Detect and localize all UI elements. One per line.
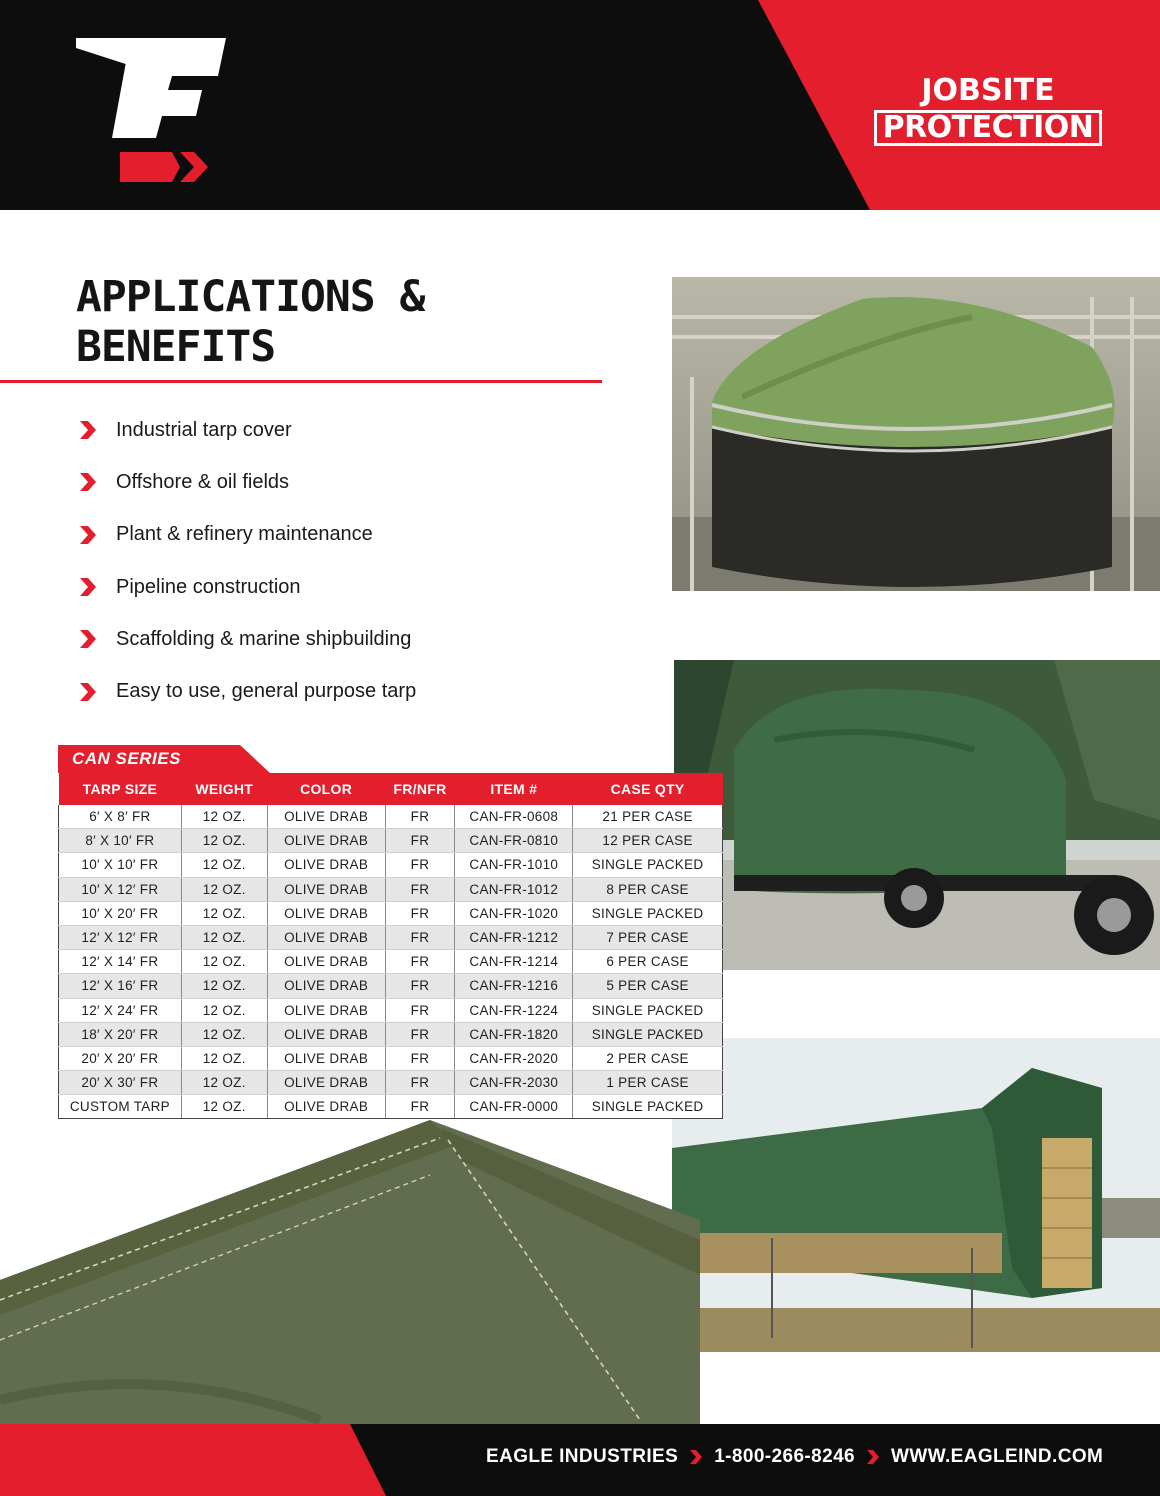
table-cell: FR xyxy=(385,877,455,901)
badge-line-2: PROTECTION xyxy=(874,110,1103,146)
table-cell: OLIVE DRAB xyxy=(267,877,385,901)
table-cell: 21 PER CASE xyxy=(573,805,723,829)
table-cell: 6 PER CASE xyxy=(573,950,723,974)
benefits-list xyxy=(78,404,638,718)
benefit-label: Industrial tarp cover xyxy=(116,418,292,441)
tarp-covered-storage-tank-photo xyxy=(672,277,1160,591)
benefit-item xyxy=(78,665,638,717)
tarp-covered-hay-bales-photo xyxy=(672,1038,1160,1352)
chevron-right-icon xyxy=(688,1449,704,1465)
product-table xyxy=(58,773,723,1119)
table-cell: OLIVE DRAB xyxy=(267,1071,385,1095)
title-line-2: BENEFITS xyxy=(76,322,276,372)
table-row xyxy=(59,950,723,974)
table-cell: 12 OZ. xyxy=(181,1022,267,1046)
table-cell: FR xyxy=(385,901,455,925)
page-header xyxy=(0,0,1160,210)
table-cell: FR xyxy=(385,974,455,998)
table-row xyxy=(59,901,723,925)
footer-red-wedge xyxy=(0,1424,400,1496)
chevron-right-icon xyxy=(78,682,98,702)
table-row xyxy=(59,853,723,877)
table-cell: 12 OZ. xyxy=(181,1046,267,1070)
benefit-item xyxy=(78,404,638,456)
table-cell: 8′ X 10′ FR xyxy=(59,829,182,853)
table-cell: FR xyxy=(385,1071,455,1095)
table-cell: 12 OZ. xyxy=(181,853,267,877)
title-divider xyxy=(0,380,602,383)
benefit-label: Plant & refinery maintenance xyxy=(116,523,373,546)
table-cell: 12′ X 24′ FR xyxy=(59,998,182,1022)
footer-contact xyxy=(486,1446,1103,1468)
table-cell: 10′ X 20′ FR xyxy=(59,901,182,925)
table-cell: FR xyxy=(385,1046,455,1070)
table-cell: 7 PER CASE xyxy=(573,925,723,949)
column-header: TARP SIZE xyxy=(59,773,182,805)
table-row xyxy=(59,1095,723,1119)
table-cell: CAN-FR-1020 xyxy=(455,901,573,925)
benefit-item xyxy=(78,561,638,613)
table-row xyxy=(59,1046,723,1070)
table-cell: OLIVE DRAB xyxy=(267,925,385,949)
table-body xyxy=(59,805,723,1119)
table-cell: FR xyxy=(385,805,455,829)
table-cell: 18′ X 20′ FR xyxy=(59,1022,182,1046)
table-cell: 12 OZ. xyxy=(181,998,267,1022)
table-cell: 12 OZ. xyxy=(181,1071,267,1095)
table-cell: 6′ X 8′ FR xyxy=(59,805,182,829)
table-cell: OLIVE DRAB xyxy=(267,1022,385,1046)
table-row xyxy=(59,805,723,829)
table-cell: CAN-FR-1214 xyxy=(455,950,573,974)
table-cell: 12′ X 16′ FR xyxy=(59,974,182,998)
table-row xyxy=(59,1022,723,1046)
footer-phone: 1-800-266-8246 xyxy=(714,1446,856,1467)
table-cell: OLIVE DRAB xyxy=(267,805,385,829)
table-cell: FR xyxy=(385,998,455,1022)
table-cell: 12 OZ. xyxy=(181,950,267,974)
table-cell: OLIVE DRAB xyxy=(267,853,385,877)
table-cell: 12 PER CASE xyxy=(573,829,723,853)
table-cell: SINGLE PACKED xyxy=(573,998,723,1022)
table-header-row xyxy=(59,773,723,805)
table-cell: OLIVE DRAB xyxy=(267,1095,385,1119)
table-cell: OLIVE DRAB xyxy=(267,1046,385,1070)
table-cell: 12′ X 14′ FR xyxy=(59,950,182,974)
table-row xyxy=(59,877,723,901)
table-cell: SINGLE PACKED xyxy=(573,1095,723,1119)
table-cell: 12 OZ. xyxy=(181,925,267,949)
table-row xyxy=(59,974,723,998)
can-series-table-section xyxy=(58,745,723,1119)
title-line-1: APPLICATIONS & xyxy=(76,272,425,322)
table-cell: 8 PER CASE xyxy=(573,877,723,901)
table-row xyxy=(59,1071,723,1095)
eagle-e-logo-icon xyxy=(76,38,226,184)
table-cell: OLIVE DRAB xyxy=(267,950,385,974)
table-cell: 12 OZ. xyxy=(181,805,267,829)
chevron-right-icon xyxy=(78,525,98,545)
table-cell: 10′ X 12′ FR xyxy=(59,877,182,901)
table-row xyxy=(59,925,723,949)
table-cell: CAN-FR-0608 xyxy=(455,805,573,829)
table-cell: 12 OZ. xyxy=(181,877,267,901)
table-cell: CAN-FR-0810 xyxy=(455,829,573,853)
table-cell: CAN-FR-1216 xyxy=(455,974,573,998)
chevron-right-icon xyxy=(78,472,98,492)
series-tab xyxy=(58,745,723,773)
series-label: CAN SERIES xyxy=(72,749,181,768)
table-cell: CAN-FR-2020 xyxy=(455,1046,573,1070)
column-header: ITEM # xyxy=(455,773,573,805)
table-cell: 12′ X 12′ FR xyxy=(59,925,182,949)
table-cell: 5 PER CASE xyxy=(573,974,723,998)
footer-company: EAGLE INDUSTRIES xyxy=(486,1446,679,1467)
tarp-covered-trailer-photo xyxy=(674,660,1160,970)
table-cell: 12 OZ. xyxy=(181,901,267,925)
table-cell: CAN-FR-1224 xyxy=(455,998,573,1022)
table-cell: FR xyxy=(385,925,455,949)
table-cell: SINGLE PACKED xyxy=(573,853,723,877)
benefit-label: Scaffolding & marine shipbuilding xyxy=(116,627,412,650)
table-cell: 1 PER CASE xyxy=(573,1071,723,1095)
table-cell: FR xyxy=(385,950,455,974)
table-cell: 20′ X 30′ FR xyxy=(59,1071,182,1095)
table-cell: OLIVE DRAB xyxy=(267,974,385,998)
badge-line-1: JOBSITE xyxy=(921,73,1055,108)
table-cell: SINGLE PACKED xyxy=(573,901,723,925)
column-header: FR/NFR xyxy=(385,773,455,805)
benefit-item xyxy=(78,509,638,561)
table-cell: 10′ X 10′ FR xyxy=(59,853,182,877)
table-cell: CUSTOM TARP xyxy=(59,1095,182,1119)
table-cell: FR xyxy=(385,829,455,853)
chevron-right-icon xyxy=(78,577,98,597)
footer-website[interactable]: WWW.EAGLEIND.COM xyxy=(891,1446,1104,1467)
page-title xyxy=(76,272,596,372)
jobsite-protection-badge xyxy=(870,74,1106,146)
table-cell: CAN-FR-1820 xyxy=(455,1022,573,1046)
benefit-item xyxy=(78,613,638,665)
table-cell: CAN-FR-0000 xyxy=(455,1095,573,1119)
benefit-label: Easy to use, general purpose tarp xyxy=(116,680,417,703)
table-cell: 20′ X 20′ FR xyxy=(59,1046,182,1070)
table-cell: 12 OZ. xyxy=(181,829,267,853)
table-cell: CAN-FR-1010 xyxy=(455,853,573,877)
column-header: CASE QTY xyxy=(573,773,723,805)
table-cell: FR xyxy=(385,1095,455,1119)
table-cell: FR xyxy=(385,853,455,877)
benefit-item xyxy=(78,456,638,508)
olive-canvas-tarp-corner-photo xyxy=(0,1100,700,1440)
chevron-right-icon xyxy=(865,1449,881,1465)
table-row xyxy=(59,998,723,1022)
chevron-right-icon xyxy=(78,629,98,649)
table-cell: CAN-FR-1212 xyxy=(455,925,573,949)
chevron-right-icon xyxy=(78,420,98,440)
benefit-label: Pipeline construction xyxy=(116,575,301,598)
benefit-label: Offshore & oil fields xyxy=(116,470,290,493)
table-cell: OLIVE DRAB xyxy=(267,829,385,853)
table-cell: SINGLE PACKED xyxy=(573,1022,723,1046)
table-cell: CAN-FR-2030 xyxy=(455,1071,573,1095)
page-footer xyxy=(0,1424,1160,1496)
table-cell: 12 OZ. xyxy=(181,974,267,998)
table-cell: FR xyxy=(385,1022,455,1046)
table-cell: OLIVE DRAB xyxy=(267,998,385,1022)
table-cell: CAN-FR-1012 xyxy=(455,877,573,901)
table-cell: 2 PER CASE xyxy=(573,1046,723,1070)
column-header: WEIGHT xyxy=(181,773,267,805)
table-cell: OLIVE DRAB xyxy=(267,901,385,925)
table-row xyxy=(59,829,723,853)
column-header: COLOR xyxy=(267,773,385,805)
table-cell: 12 OZ. xyxy=(181,1095,267,1119)
